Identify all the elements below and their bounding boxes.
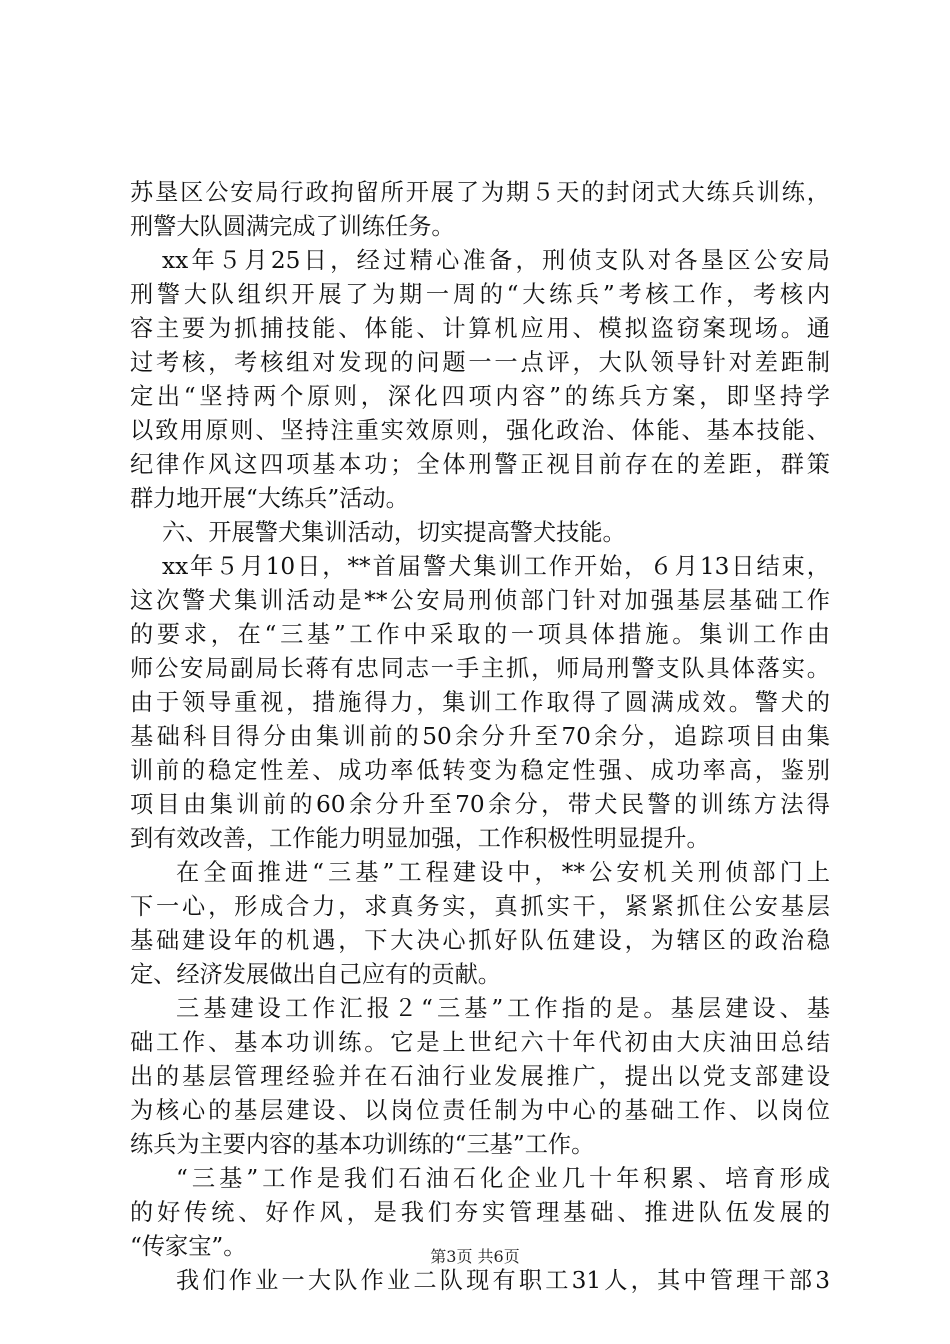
text-line: 师公安局副局长蒋有忠同志一手主抓，师局刑警支队具体落实。	[130, 655, 830, 682]
text-line: xx年５月25日，经过精心准备，刑侦支队对各垦区公安局	[162, 247, 830, 274]
text-line: 定、经济发展做出自己应有的贡献。	[130, 961, 501, 988]
text-line: 六、开展警犬集训活动，切实提高警犬技能。	[162, 519, 626, 546]
text-line: 刑警大队组织开展了为期一周的“大练兵”考核工作，考核内	[130, 281, 830, 308]
text-line: 定出“坚持两个原则，深化四项内容”的练兵方案，即坚持学	[130, 383, 830, 410]
text-line: 苏垦区公安局行政拘留所开展了为期５天的封闭式大练兵训练，	[130, 179, 830, 206]
document-body	[130, 176, 830, 1298]
text-line: 这次警犬集训活动是**公安局刑侦部门针对加强基层基础工作	[130, 587, 830, 614]
text-line: 项目由集训前的60余分升至70余分，带犬民警的训练方法得	[130, 791, 830, 818]
text-line: “三基”工作是我们石油石化企业几十年积累、培育形成	[176, 1165, 830, 1192]
text-line: 过考核，考核组对发现的问题一一点评，大队领导针对差距制	[130, 349, 830, 376]
page-footer: 第3页 共6页	[430, 1247, 520, 1266]
text-line: 群力地开展“大练兵”活动。	[130, 485, 409, 512]
text-line: 练兵为主要内容的基本功训练的“三基”工作。	[130, 1131, 595, 1158]
text-line: 到有效改善，工作能力明显加强，工作积极性明显提升。	[130, 825, 710, 852]
text-line: 我们作业一大队作业二队现有职工31人，其中管理干部3	[176, 1267, 830, 1294]
text-line: 刑警大队圆满完成了训练任务。	[130, 213, 455, 240]
text-line: 以致用原则、坚持注重实效原则，强化政治、体能、基本技能、	[130, 417, 830, 444]
text-line: “传家宝”。	[130, 1233, 247, 1260]
text-line: 训前的稳定性差、成功率低转变为稳定性强、成功率高，鉴别	[130, 757, 830, 784]
text-line: xx年５月10日，**首届警犬集训工作开始，６月13日结束，	[162, 553, 830, 580]
text-line: 的好传统、好作风，是我们夯实管理基础、推进队伍发展的	[130, 1199, 830, 1226]
text-line: 的要求，在“三基”工作中采取的一项具体措施。集训工作由	[130, 621, 830, 648]
text-line: 下一心，形成合力，求真务实，真抓实干，紧紧抓住公安基层	[130, 893, 830, 920]
text-line: 础工作、基本功训练。它是上世纪六十年代初由大庆油田总结	[130, 1029, 830, 1056]
text-line: 三基建设工作汇报２“三基”工作指的是。基层建设、基	[176, 995, 830, 1022]
text-line: 出的基层管理经验并在石油行业发展推广，提出以党支部建设	[130, 1063, 830, 1090]
text-line: 由于领导重视，措施得力，集训工作取得了圆满成效。警犬的	[130, 689, 830, 716]
text-line: 基础科目得分由集训前的50余分升至70余分，追踪项目由集	[130, 723, 830, 750]
text-line: 容主要为抓捕技能、体能、计算机应用、模拟盗窃案现场。通	[130, 315, 830, 342]
text-line: 基础建设年的机遇，下大决心抓好队伍建设，为辖区的政治稳	[130, 927, 830, 954]
text-line: 纪律作风这四项基本功；全体刑警正视目前存在的差距，群策	[130, 451, 830, 478]
text-line: 在全面推进“三基”工程建设中，**公安机关刑侦部门上	[176, 859, 830, 886]
text-line: 为核心的基层建设、以岗位责任制为中心的基础工作、以岗位	[130, 1097, 830, 1124]
